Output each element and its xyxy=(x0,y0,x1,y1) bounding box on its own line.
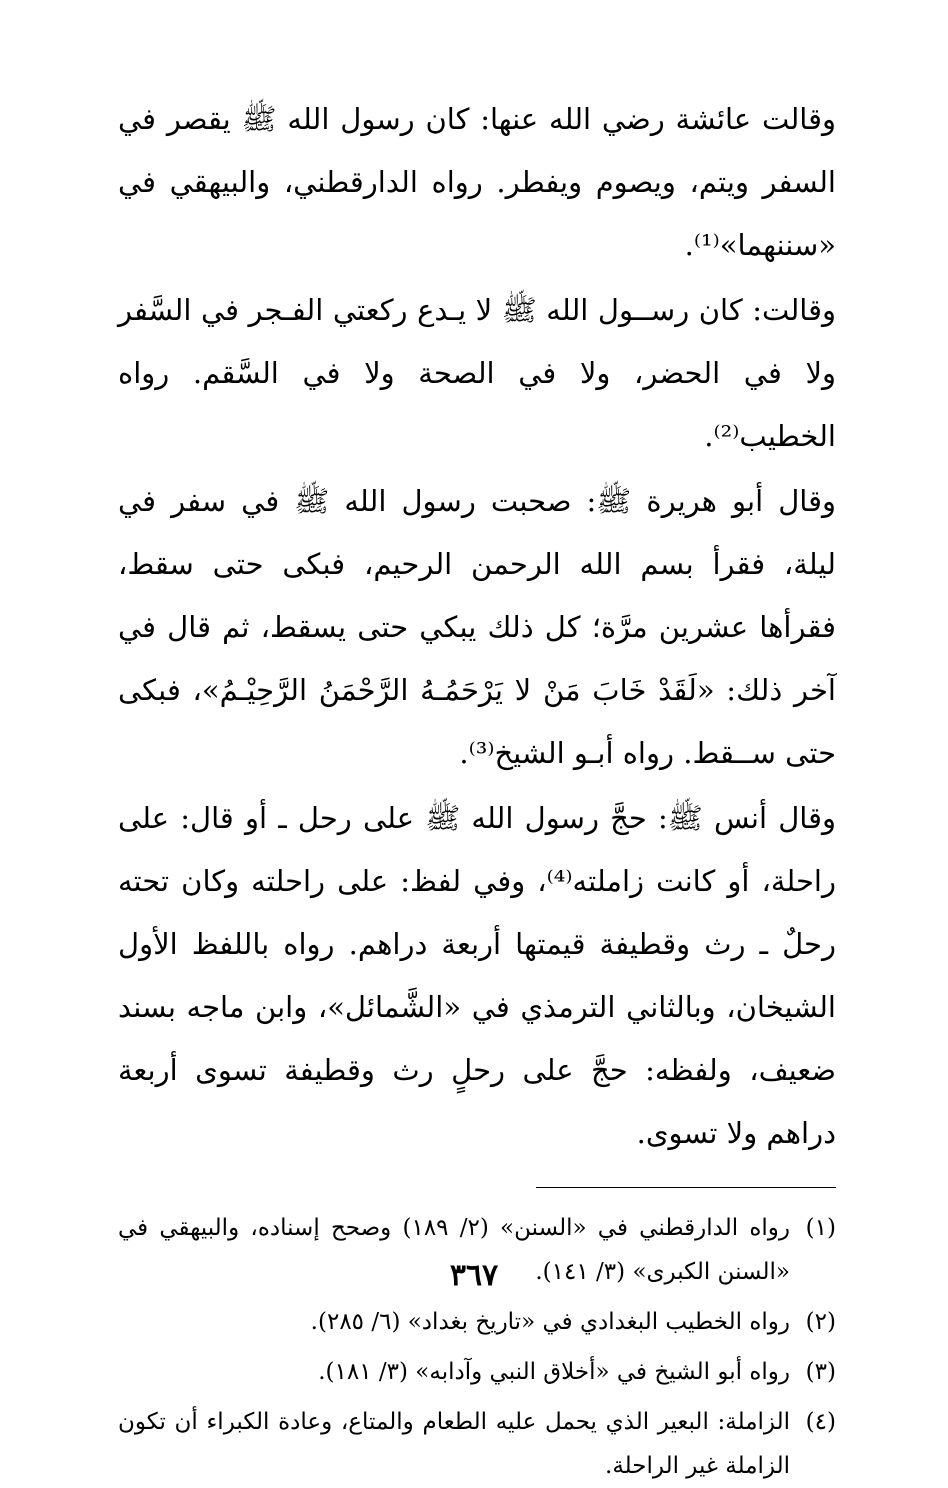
footnote-text: رواه أبو الشيخ في «أخلاق النبي وآدابه» (٣/ ١٨١). xyxy=(318,1359,790,1385)
footnote-number: (٣) xyxy=(805,1359,836,1385)
footnote-text: الزاملة: البعير الذي يحمل عليه الطعام والمتاع، وعادة الكبراء أن تكون الزاملة غير الراحلة. xyxy=(118,1409,790,1479)
paragraph: وقال أبو هريرة ﷺ: صحبت رسول الله ﷺ في سفر في ليلة، فقرأ بسم الله الرحمن الرحيم، فبكى حتى سقط، فقرأها عشرين مرَّة؛ كل ذلك يبكي حتى يسقط، ثم قال في آخر ذلك: «لَقَدْ خَابَ مَنْ لا يَرْحَمُـهُ الرَّحْمَنُ الرَّحِيْـمُ»، فبكى حتى ســقط. رواه أبـو الشيخ⁽³⁾. xyxy=(118,484,836,770)
footnote-number: (٤) xyxy=(805,1409,836,1435)
footnote xyxy=(118,1350,836,1394)
footnote xyxy=(118,1400,836,1488)
paragraph: وقال أنس ﷺ: حجَّ رسول الله ﷺ على رحل ـ أو قال: على راحلة، أو كانت زاملته⁽⁴⁾، وفي لفظ: على راحلته وكان تحته رحلٌ ـ رث وقطيفة قيمتها أربعة دراهم. رواه باللفظ الأول الشيخان، وبالثاني الترمذي في «الشَّمائل»، وابن ماجه بسند ضعيف، ولفظه: حجَّ على رحلٍ رث وقطيفة تسوى أربعة دراهم ولا تسوى. xyxy=(118,801,836,1150)
paragraph: وقالت عائشة رضي الله عنها: كان رسول الله ﷺ يقصر في السفر ويتم، ويصوم ويفطر. رواه الدارقطني، والبيهقي في «سننهما»⁽¹⁾. xyxy=(118,102,836,262)
footnote-text: رواه الدارقطني في «السنن» (٢/ ١٨٩) وصحح إسناده، والبيهقي في «السنن الكبرى» (٣/ ١٤١). xyxy=(118,1215,790,1285)
main-text xyxy=(118,88,836,1165)
footnote-separator xyxy=(536,1187,836,1188)
footnote-text: رواه الخطيب البغدادي في «تاريخ بغداد» (٦/ ٢٨٥). xyxy=(310,1309,790,1335)
page-number: ٣٦٧ xyxy=(449,1258,499,1293)
paragraph: وقالت: كان رســول الله ﷺ لا يـدع ركعتي الفـجر في السَّفر ولا في الحضر، ولا في الصحة ولا في السَّقم. رواه الخطيب⁽²⁾. xyxy=(118,293,836,453)
footnote-number: (١) xyxy=(805,1215,836,1241)
footnote-number: (٢) xyxy=(805,1309,836,1335)
footnote xyxy=(118,1300,836,1344)
footnotes xyxy=(118,1206,836,1488)
